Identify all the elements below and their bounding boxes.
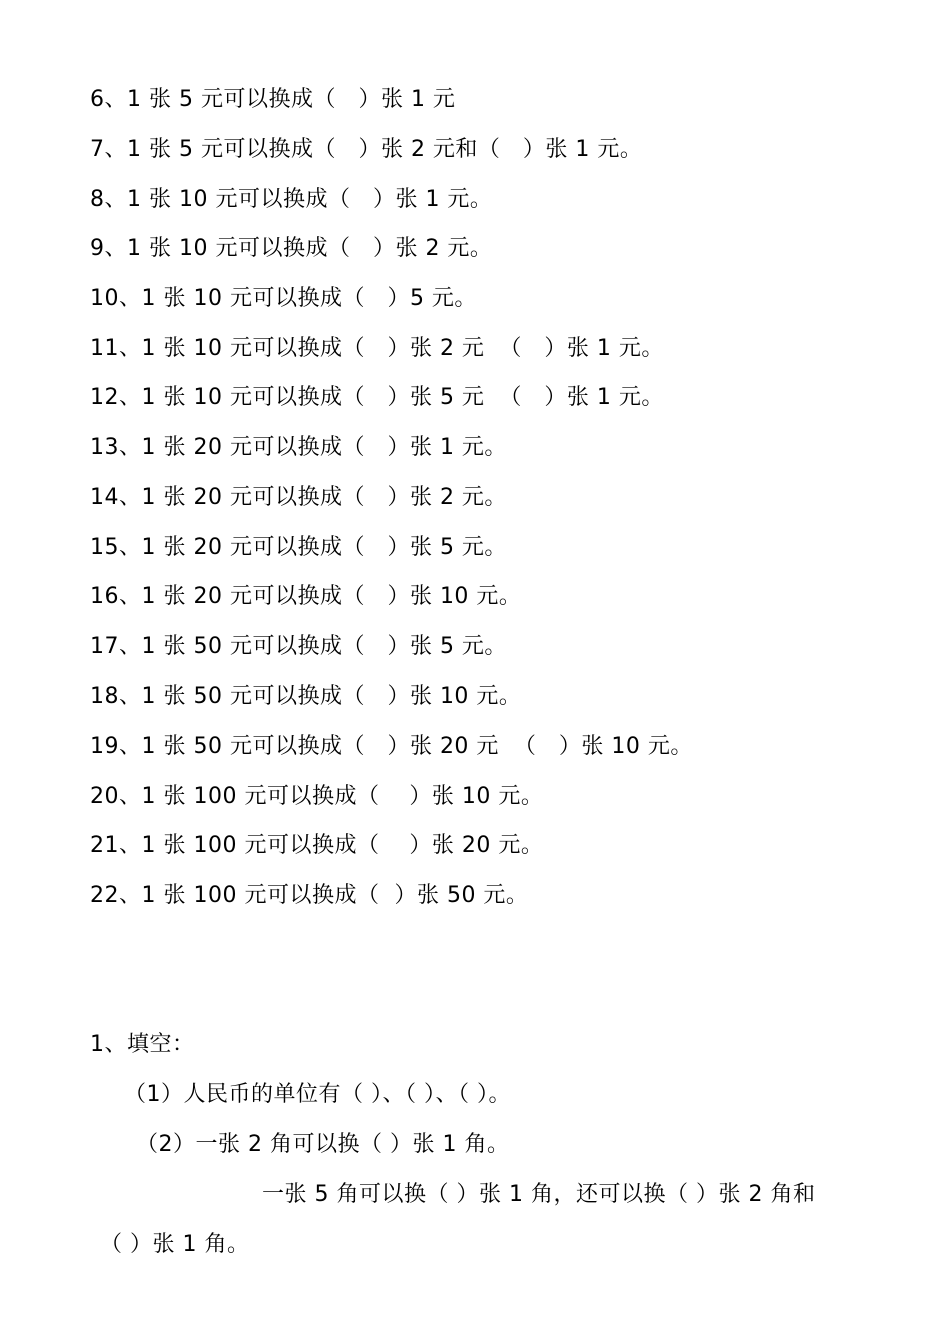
exchange-question-14: 14、1 张 20 元可以换成（ ）张 2 元。 xyxy=(90,485,507,510)
fill-item-1: （1）人民币的单位有（ ）、（ ）、（ ）。 xyxy=(124,1082,511,1107)
exchange-question-17: 17、1 张 50 元可以换成（ ）张 5 元。 xyxy=(90,634,507,659)
exchange-question-7: 7、1 张 5 元可以换成（ ）张 2 元和（ ）张 1 元。 xyxy=(90,137,643,162)
exchange-question-21: 21、1 张 100 元可以换成（ ）张 20 元。 xyxy=(90,833,544,858)
exchange-question-9: 9、1 张 10 元可以换成（ ）张 2 元。 xyxy=(90,236,493,261)
exchange-question-13: 13、1 张 20 元可以换成（ ）张 1 元。 xyxy=(90,435,507,460)
exchange-question-8: 8、1 张 10 元可以换成（ ）张 1 元。 xyxy=(90,187,493,212)
exchange-question-19: 19、1 张 50 元可以换成（ ）张 20 元 （ ）张 10 元。 xyxy=(90,734,693,759)
exchange-question-6: 6、1 张 5 元可以换成（ ）张 1 元 xyxy=(90,87,456,112)
fill-item-2-wrap: （ ）张 1 角。 xyxy=(100,1232,250,1257)
fill-item-2-continuation: 一张 5 角可以换（ ）张 1 角，还可以换（ ）张 2 角和 xyxy=(262,1182,816,1207)
exchange-question-16: 16、1 张 20 元可以换成（ ）张 10 元。 xyxy=(90,584,522,609)
exchange-question-15: 15、1 张 20 元可以换成（ ）张 5 元。 xyxy=(90,535,507,560)
fill-item-2: （2）一张 2 角可以换（ ）张 1 角。 xyxy=(136,1132,510,1157)
exchange-question-11: 11、1 张 10 元可以换成（ ）张 2 元 （ ）张 1 元。 xyxy=(90,336,664,361)
exchange-question-12: 12、1 张 10 元可以换成（ ）张 5 元 （ ）张 1 元。 xyxy=(90,385,664,410)
fill-section-heading: 1、填空： xyxy=(90,1032,195,1057)
exchange-question-20: 20、1 张 100 元可以换成（ ）张 10 元。 xyxy=(90,784,544,809)
exchange-question-10: 10、1 张 10 元可以换成（ ）5 元。 xyxy=(90,286,477,311)
exchange-question-22: 22、1 张 100 元可以换成（ ）张 50 元。 xyxy=(90,883,529,908)
exchange-question-18: 18、1 张 50 元可以换成（ ）张 10 元。 xyxy=(90,684,522,709)
